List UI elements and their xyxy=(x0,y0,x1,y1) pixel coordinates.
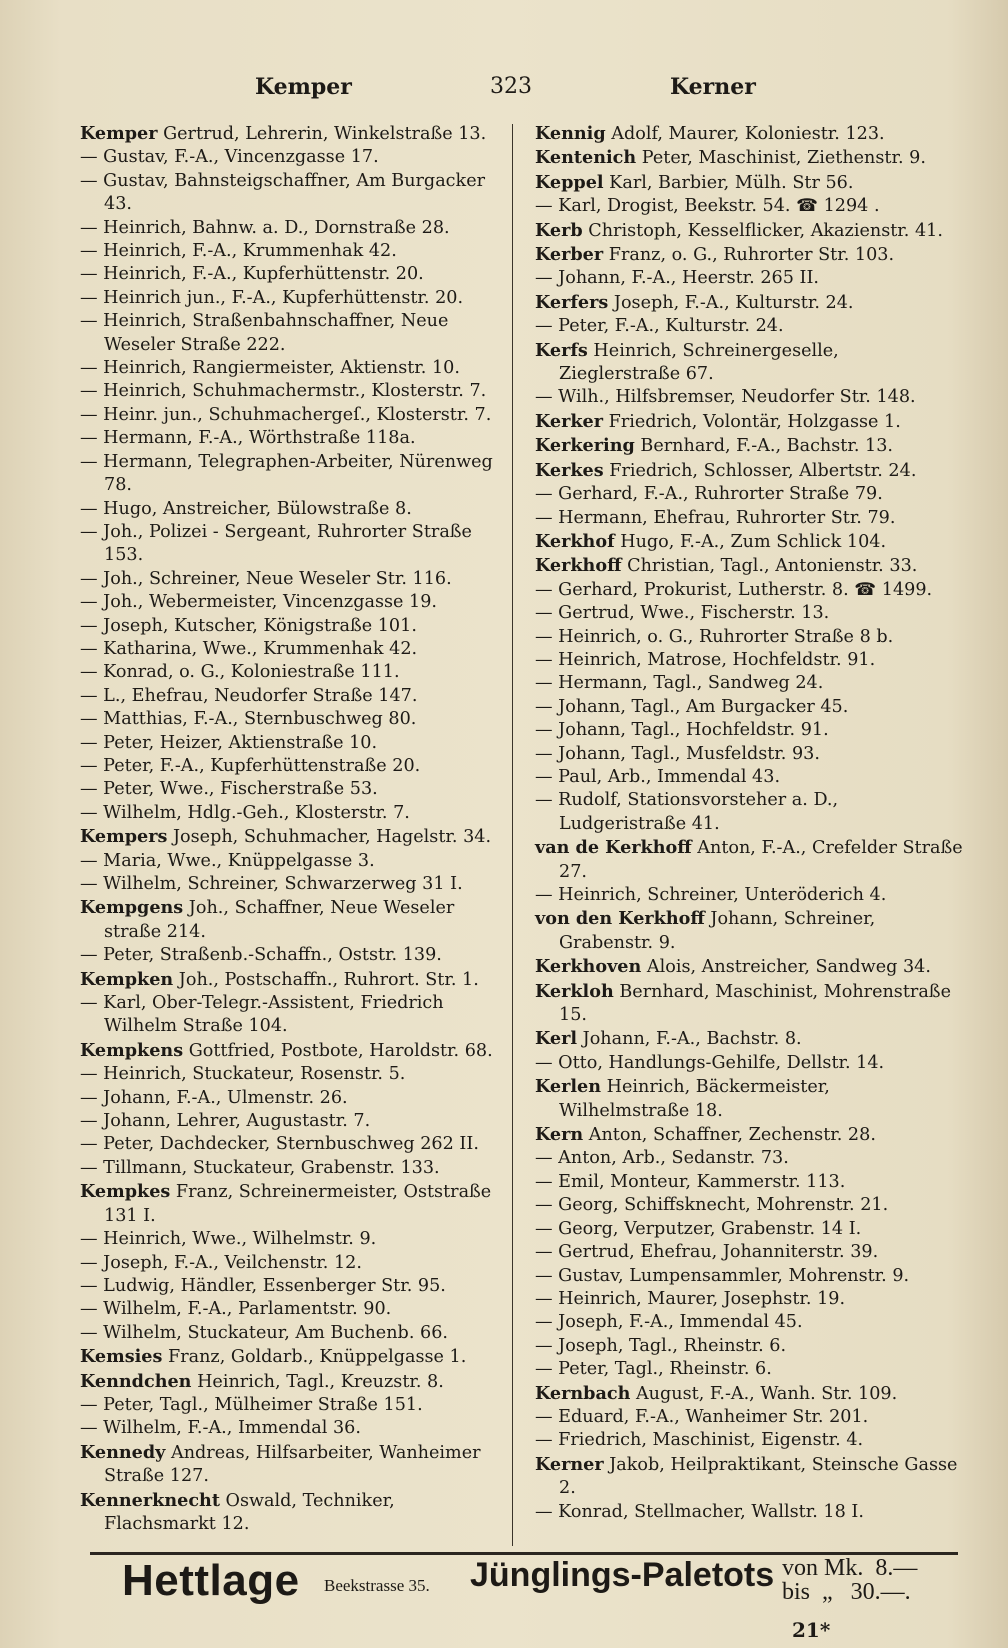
entry-details: Heinrich, Bäckermeister, Wilhelmstraße 18. xyxy=(559,1077,830,1121)
entry-details: — Gertrud, Wwe., Fischerstr. 13. xyxy=(535,603,830,624)
entry-details: — Ludwig, Händler, Essenberger Str. 95. xyxy=(80,1275,446,1296)
entry-details: Hugo, F.-A., Zum Schlick 104. xyxy=(614,531,887,552)
advert-price xyxy=(782,1556,962,1604)
entry-details: — Wilhelm, F.-A., Parlamentstr. 90. xyxy=(80,1299,392,1320)
surname: Kempkens xyxy=(80,1039,184,1061)
surname: Keppel xyxy=(535,171,604,193)
entry-details: — Wilh., Hilfsbremser, Neudorfer Str. 148. xyxy=(535,387,916,408)
entry-details: — Johann, Lehrer, Augustastr. 7. xyxy=(80,1111,371,1132)
directory-entry xyxy=(535,789,963,836)
directory-entry xyxy=(80,1394,500,1417)
directory-entry xyxy=(80,1180,500,1228)
directory-entry xyxy=(80,1252,500,1275)
directory-entry xyxy=(535,1453,963,1501)
running-head xyxy=(80,74,960,106)
directory-entry xyxy=(80,896,500,944)
directory-entry xyxy=(535,195,963,218)
entry-details: Anton, Schaffner, Zechenstr. 28. xyxy=(583,1125,876,1146)
entry-details: — Karl, Ober-Telegr.-Assistent, Friedrich Wilhelm Straße 104. xyxy=(80,993,444,1037)
directory-entry xyxy=(80,850,500,873)
entry-details: Joh., Schaffner, Neue Weseler straße 214. xyxy=(104,898,455,942)
directory-entry xyxy=(80,287,500,310)
directory-entry xyxy=(80,708,500,731)
advert-product: Jünglings-Paletots xyxy=(470,1556,775,1594)
directory-entry xyxy=(80,992,500,1039)
directory-entry xyxy=(80,498,500,521)
entry-details: — Anton, Arb., Sedanstr. 73. xyxy=(535,1148,789,1169)
column-divider xyxy=(512,124,513,1546)
surname: von den Kerkhoff xyxy=(535,908,705,930)
directory-entry xyxy=(80,568,500,591)
directory-entry xyxy=(80,825,500,849)
entry-details: — Joh., Schreiner, Neue Weseler Str. 116. xyxy=(80,568,452,589)
directory-entry xyxy=(80,1370,500,1394)
directory-entry xyxy=(535,719,963,742)
surname: Kentenich xyxy=(535,147,637,169)
surname: Kempgens xyxy=(80,897,184,919)
entry-details: — Maria, Wwe., Knüppelgasse 3. xyxy=(80,850,375,871)
entry-details: — Joh., Webermeister, Vincenzgasse 19. xyxy=(80,592,437,613)
directory-entry xyxy=(80,1133,500,1156)
entry-details: — Heinrich jun., F.-A., Kupferhüttenstr. 20. xyxy=(80,287,464,308)
directory-entry xyxy=(80,1087,500,1110)
entry-details: — Heinrich, Straßenbahnschaffner, Neue Weseler Straße 222. xyxy=(80,311,449,355)
surname: Kenndchen xyxy=(80,1370,192,1392)
directory-entry xyxy=(80,122,500,146)
directory-entry xyxy=(80,240,500,263)
entry-details: — Gustav, F.-A., Vincenzgasse 17. xyxy=(80,147,379,168)
directory-entry xyxy=(535,1265,963,1288)
advert-price-from: von Mk. 8.— xyxy=(782,1555,918,1581)
directory-entry xyxy=(80,1275,500,1298)
directory-entry xyxy=(535,696,963,719)
directory-entry xyxy=(80,404,500,427)
entry-details: — Wilhelm, Schreiner, Schwarzerweg 31 I. xyxy=(80,874,463,894)
directory-entry xyxy=(80,638,500,661)
entry-details: Andreas, Hilfsarbeiter, Wanheimer Straße 127. xyxy=(104,1442,481,1487)
entry-details: — Tillmann, Stuckateur, Grabenstr. 133. xyxy=(80,1157,440,1178)
left-column xyxy=(80,122,500,1536)
directory-entry xyxy=(80,1345,500,1369)
directory-entry xyxy=(80,1110,500,1133)
directory-entry xyxy=(535,743,963,766)
directory-entry xyxy=(535,1194,963,1217)
directory-entry xyxy=(535,1218,963,1241)
surname: Kempkes xyxy=(80,1181,171,1203)
entry-details: Johann, Schreiner, Grabenstr. 9. xyxy=(559,909,876,953)
directory-entry xyxy=(535,579,963,602)
directory-entry xyxy=(80,1228,500,1251)
entry-details: — Gerhard, F.-A., Ruhrorter Straße 79. xyxy=(535,484,883,505)
entry-details: Adolf, Maurer, Koloniestr. 123. xyxy=(605,124,885,144)
directory-entry xyxy=(535,1501,963,1524)
surname: Kerfers xyxy=(535,291,609,313)
directory-entry xyxy=(535,339,963,387)
entry-details: — Gertrud, Ehefrau, Johanniterstr. 39. xyxy=(535,1242,879,1263)
entry-details: — Katharina, Wwe., Krummenhak 42. xyxy=(80,638,418,659)
entry-details: — Peter, Wwe., Fischerstraße 53. xyxy=(80,779,378,800)
entry-details: Karl, Barbier, Mülh. Str 56. xyxy=(603,172,854,193)
directory-entry xyxy=(535,554,963,578)
directory-entry xyxy=(535,146,963,170)
entry-details: — Hermann, Ehefrau, Ruhrorter Str. 79. xyxy=(535,507,896,528)
directory-entry xyxy=(535,1358,963,1381)
entry-details: — Emil, Monteur, Kammerstr. 113. xyxy=(535,1171,846,1192)
entry-details: Joh., Postschaffn., Ruhrort. Str. 1. xyxy=(173,969,479,990)
entry-details: — Joh., Polizei - Sergeant, Ruhrorter Straße 153. xyxy=(80,521,472,566)
entry-details: Peter, Maschinist, Ziethenstr. 9. xyxy=(636,148,926,169)
entry-details: August, F.-A., Wanh. Str. 109. xyxy=(630,1383,898,1404)
entry-details: — Joseph, Tagl., Rheinstr. 6. xyxy=(535,1335,787,1356)
entry-details: — Joseph, F.-A., Veilchenstr. 12. xyxy=(80,1252,362,1273)
entry-details: — Otto, Handlungs-Gehilfe, Dellstr. 14. xyxy=(535,1052,885,1073)
entry-details: — Peter, Tagl., Rheinstr. 6. xyxy=(535,1359,772,1380)
directory-entry xyxy=(535,1311,963,1334)
directory-entry xyxy=(535,1171,963,1194)
surname: Kerker xyxy=(535,410,604,432)
surname: Kemsies xyxy=(80,1346,163,1368)
entry-details: Friedrich, Volontär, Holzgasse 1. xyxy=(603,411,901,432)
directory-entry xyxy=(535,907,963,955)
directory-entry xyxy=(80,380,500,403)
directory-entry xyxy=(535,243,963,267)
directory-entry xyxy=(535,507,963,530)
directory-entry xyxy=(80,1489,500,1537)
entry-details: — Peter, Dachdecker, Sternbuschweg 262 II. xyxy=(80,1134,479,1155)
directory-entry xyxy=(80,521,500,568)
directory-entry xyxy=(535,649,963,672)
entry-details: — Joseph, F.-A., Immendal 45. xyxy=(535,1312,803,1333)
directory-entry xyxy=(535,459,963,483)
directory-entry xyxy=(535,1382,963,1406)
surname: Kerfs xyxy=(535,339,588,361)
directory-entry xyxy=(80,1298,500,1321)
entry-details: Oswald, Techniker, Flachsmarkt 12. xyxy=(104,1490,395,1534)
directory-entry xyxy=(80,310,500,357)
entry-details: — Heinrich, Stuckateur, Rosenstr. 5. xyxy=(80,1064,406,1085)
directory-entry xyxy=(535,836,963,884)
surname: Kempers xyxy=(80,826,168,848)
entry-details: — Heinrich, Matrose, Hochfeldstr. 91. xyxy=(535,649,876,670)
directory-entry xyxy=(80,732,500,755)
entry-details: Anton, F.-A., Crefelder Straße 27. xyxy=(559,838,963,882)
entry-details: — Rudolf, Stationsvorsteher a. D., Ludgeristraße 41. xyxy=(535,790,839,834)
directory-entry xyxy=(80,661,500,684)
directory-entry xyxy=(80,1322,500,1345)
right-column xyxy=(535,122,963,1524)
entry-details: — Peter, Heizer, Aktienstraße 10. xyxy=(80,732,378,753)
surname: Kennedy xyxy=(80,1441,166,1463)
directory-entry xyxy=(535,122,963,146)
directory-entry xyxy=(80,778,500,801)
directory-entry xyxy=(535,1052,963,1075)
directory-entry xyxy=(535,291,963,315)
entry-details: — Karl, Drogist, Beekstr. 54. ☎ 1294 . xyxy=(535,196,880,217)
directory-entry xyxy=(80,685,500,708)
entry-details: — Heinrich, Maurer, Josephstr. 19. xyxy=(535,1288,846,1309)
entry-details: — Heinrich, Wwe., Wilhelmstr. 9. xyxy=(80,1229,377,1250)
entry-details: Bernhard, F.-A., Bachstr. 13. xyxy=(634,436,893,457)
directory-entry xyxy=(80,170,500,217)
directory-entry xyxy=(80,1441,500,1489)
directory-entry xyxy=(535,766,963,789)
entry-details: Jakob, Heilpraktikant, Steinsche Gasse 2. xyxy=(559,1454,958,1499)
directory-entry xyxy=(535,1147,963,1170)
surname: Kerkloh xyxy=(535,980,614,1002)
surname: Kerkhoven xyxy=(535,956,642,978)
directory-entry xyxy=(80,1157,500,1180)
directory-entry xyxy=(80,615,500,638)
entry-details: — Heinrich, Schuhmachermstr., Klosterstr. 7. xyxy=(80,381,487,402)
entry-details: Christian, Tagl., Antonienstr. 33. xyxy=(621,556,918,577)
entry-details: — Heinrich, F.-A., Kupferhüttenstr. 20. xyxy=(80,264,424,285)
advert-brand: Hettlage xyxy=(122,1556,300,1605)
directory-entry xyxy=(535,1123,963,1147)
advert-price-to: bis „ 30.—. xyxy=(782,1579,911,1605)
directory-entry xyxy=(80,591,500,614)
entry-details: Heinrich, Tagl., Kreuzstr. 8. xyxy=(191,1371,444,1392)
entry-details: — Gustav, Bahnsteigschaffner, Am Burgacker 43. xyxy=(80,170,486,215)
surname: Kerkhof xyxy=(535,530,615,552)
surname: Kennerknecht xyxy=(80,1489,220,1511)
surname: Kerber xyxy=(535,244,604,266)
directory-entry xyxy=(80,146,500,169)
surname: Kerkes xyxy=(535,459,604,481)
header-right-keyword: Kerner xyxy=(670,74,756,100)
directory-entry xyxy=(535,1075,963,1123)
page-number: 323 xyxy=(490,74,532,99)
entry-details: — Johann, Tagl., Am Burgacker 45. xyxy=(535,696,849,717)
surname: Kempken xyxy=(80,968,174,990)
entry-details: Joseph, F.-A., Kulturstr. 24. xyxy=(608,292,854,313)
entry-details: — Hermann, F.-A., Wörthstraße 118a. xyxy=(80,428,416,449)
directory-entry xyxy=(535,410,963,434)
directory-entry xyxy=(535,1241,963,1264)
entry-details: — Georg, Verputzer, Grabenstr. 14 I. xyxy=(535,1218,862,1239)
directory-entry xyxy=(535,1335,963,1358)
entry-details: — Friedrich, Maschinist, Eigenstr. 4. xyxy=(535,1430,864,1451)
entry-details: Franz, Goldarb., Knüppelgasse 1. xyxy=(162,1347,467,1368)
directory-entry xyxy=(535,315,963,338)
directory-entry xyxy=(535,434,963,458)
entry-details: Franz, o. G., Ruhrorter Str. 103. xyxy=(603,245,895,266)
directory-entry xyxy=(80,357,500,380)
entry-details: — Eduard, F.-A., Wanheimer Str. 201. xyxy=(535,1406,869,1427)
entry-details: — Johann, Tagl., Hochfeldstr. 91. xyxy=(535,720,829,741)
directory-entry xyxy=(80,802,500,825)
directory-entry xyxy=(535,1406,963,1429)
entry-details: — Paul, Arb., Immendal 43. xyxy=(535,766,781,787)
directory-entry xyxy=(535,530,963,554)
entry-details: — Peter, Tagl., Mülheimer Straße 151. xyxy=(80,1394,423,1415)
surname: van de Kerkhoff xyxy=(535,837,692,859)
advertisement xyxy=(80,1556,960,1618)
entry-details: — Wilhelm, Hdlg.-Geh., Klosterstr. 7. xyxy=(80,802,410,823)
directory-entry xyxy=(535,267,963,290)
surname: Kennig xyxy=(535,123,606,144)
header-left-keyword: Kemper xyxy=(255,74,352,100)
surname: Kerl xyxy=(535,1028,578,1050)
directory-entry xyxy=(80,873,500,896)
directory-entry xyxy=(80,451,500,498)
directory-entry xyxy=(535,483,963,506)
entry-details: Friedrich, Schlosser, Albertstr. 24. xyxy=(603,460,917,481)
entry-details: — Wilhelm, F.-A., Immendal 36. xyxy=(80,1418,361,1439)
entry-details: — Heinr. jun., Schuhmachergeſ., Klosterstr. 7. xyxy=(80,404,492,425)
entry-details: Heinrich, Schreinergeselle, Zieglerstraße 67. xyxy=(559,340,839,385)
entry-details: — Georg, Schiffsknecht, Mohrenstr. 21. xyxy=(535,1195,889,1216)
entry-details: Bernhard, Maschinist, Mohrenstraße 15. xyxy=(559,981,951,1026)
directory-entry xyxy=(535,626,963,649)
directory-entry xyxy=(80,1039,500,1063)
surname: Kerb xyxy=(535,219,583,241)
directory-entry xyxy=(80,755,500,778)
entry-details: Alois, Anstreicher, Sandweg 34. xyxy=(641,957,931,978)
directory-entry xyxy=(535,955,963,979)
directory-entry xyxy=(535,1027,963,1051)
entry-details: — Peter, F.-A., Kupferhüttenstraße 20. xyxy=(80,755,421,776)
entry-details: — Gustav, Lumpensammler, Mohrenstr. 9. xyxy=(535,1265,910,1286)
entry-details: Joseph, Schuhmacher, Hagelstr. 34. xyxy=(167,827,492,848)
entry-details: — Hermann, Tagl., Sandweg 24. xyxy=(535,673,824,694)
surname: Kernbach xyxy=(535,1382,631,1404)
directory-entry xyxy=(80,217,500,240)
entry-details: — Johann, F.-A., Heerstr. 265 II. xyxy=(535,268,819,289)
advert-address: Beekstrasse 35. xyxy=(324,1576,430,1595)
entry-details: — L., Ehefrau, Neudorfer Straße 147. xyxy=(80,685,418,706)
entry-details: — Heinrich, Rangiermeister, Aktienstr. 10. xyxy=(80,358,460,379)
entry-details: — Joseph, Kutscher, Königstraße 101. xyxy=(80,615,417,636)
entry-details: — Konrad, o. G., Koloniestraße 111. xyxy=(80,662,400,683)
entry-details: — Johann, F.-A., Ulmenstr. 26. xyxy=(80,1087,348,1108)
directory-entry xyxy=(80,1417,500,1440)
surname: Kerkering xyxy=(535,435,635,457)
directory-entry xyxy=(80,1063,500,1086)
entry-details: — Peter, Straßenb.-Schaffn., Oststr. 139. xyxy=(80,945,442,966)
entry-details: — Heinrich, Bahnw. a. D., Dornstraße 28. xyxy=(80,217,450,238)
entry-details: — Heinrich, Schreiner, Unteröderich 4. xyxy=(535,885,887,905)
surname: Kemper xyxy=(80,123,158,144)
entry-details: Gertrud, Lehrerin, Winkelstraße 13. xyxy=(157,124,487,144)
directory-entry xyxy=(535,386,963,409)
surname: Kerner xyxy=(535,1453,604,1475)
entry-details: — Peter, F.-A., Kulturstr. 24. xyxy=(535,316,784,337)
directory-entry xyxy=(535,602,963,625)
entry-details: — Konrad, Stellmacher, Wallstr. 18 I. xyxy=(535,1501,864,1522)
entry-details: Christoph, Kesselflicker, Akazienstr. 41. xyxy=(582,220,943,241)
entry-details: — Wilhelm, Stuckateur, Am Buchenb. 66. xyxy=(80,1322,448,1343)
directory-entry xyxy=(80,968,500,992)
directory-entry xyxy=(535,884,963,907)
directory-entry xyxy=(80,427,500,450)
entry-details: — Hermann, Telegraphen-Arbeiter, Nürenweg 78. xyxy=(80,451,493,496)
directory-entry xyxy=(535,171,963,195)
directory-entry xyxy=(80,263,500,286)
signature-mark: 21* xyxy=(792,1618,831,1642)
directory-entry xyxy=(535,1429,963,1452)
surname: Kerkhoff xyxy=(535,555,622,577)
entry-details: Franz, Schreinermeister, Oststraße 131 I. xyxy=(104,1182,492,1226)
entry-details: — Heinrich, F.-A., Krummenhak 42. xyxy=(80,241,397,262)
surname: Kerlen xyxy=(535,1076,602,1098)
entry-details: Johann, F.-A., Bachstr. 8. xyxy=(577,1029,802,1050)
directory-entry xyxy=(535,219,963,243)
entry-details: Gottfried, Postbote, Haroldstr. 68. xyxy=(183,1040,493,1061)
directory-entry xyxy=(535,1288,963,1311)
entry-details: — Gerhard, Prokurist, Lutherstr. 8. ☎ 1499. xyxy=(535,579,933,600)
entry-details: — Hugo, Anstreicher, Bülowstraße 8. xyxy=(80,498,412,519)
entry-details: — Heinrich, o. G., Ruhrorter Straße 8 b. xyxy=(535,626,894,647)
surname: Kern xyxy=(535,1124,584,1146)
directory-entry xyxy=(80,944,500,967)
entry-details: — Johann, Tagl., Musfeldstr. 93. xyxy=(535,743,820,764)
directory-entry xyxy=(535,672,963,695)
entry-details: — Matthias, F.-A., Sternbuschweg 80. xyxy=(80,709,417,730)
directory-entry xyxy=(535,980,963,1028)
